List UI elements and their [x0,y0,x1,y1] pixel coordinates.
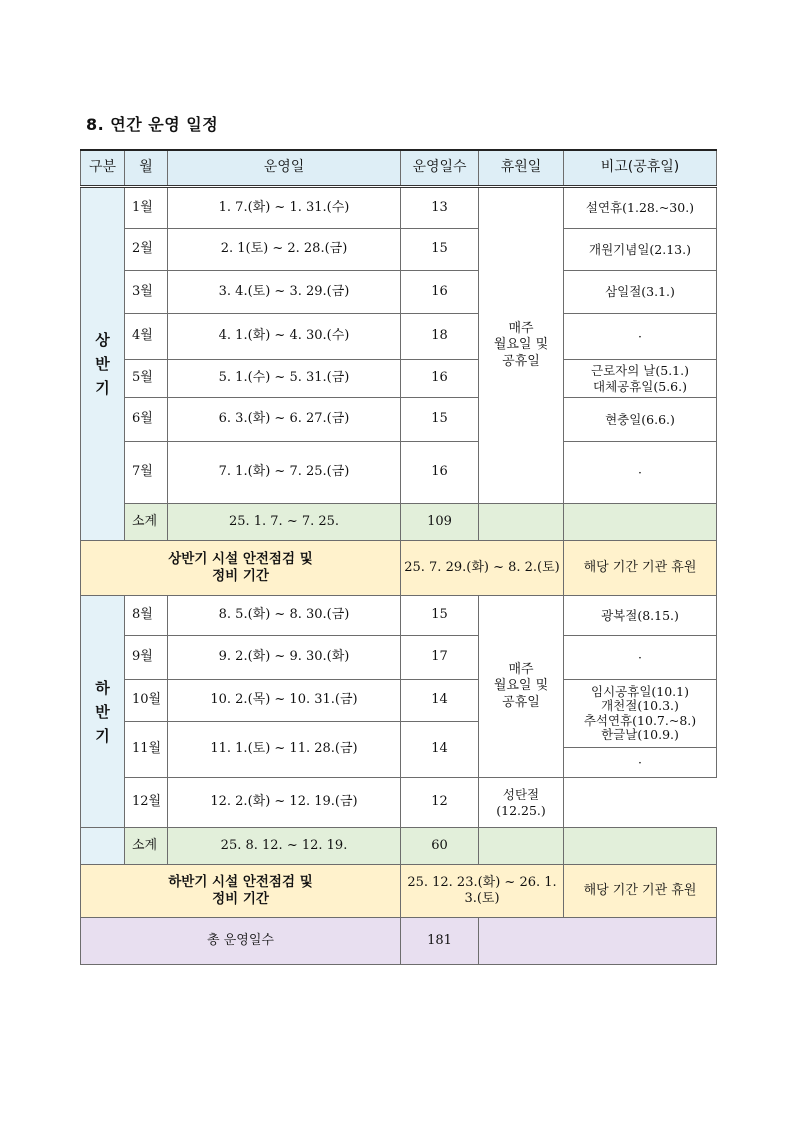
period-cell: 1. 7.(화) ~ 1. 31.(수) [168,187,401,229]
period-cell: 4. 1.(화) ~ 4. 30.(수) [168,314,401,360]
month-cell: 10월 [125,680,168,722]
first-maintenance-row [81,541,717,596]
maintenance-note: 해당 기간 기관 휴원 [564,865,717,918]
section-heading: 8. 연간 운영 일정 [86,115,219,134]
table-row [81,314,717,360]
month-cell: 9월 [125,636,168,680]
period-cell: 6. 3.(화) ~ 6. 27.(금) [168,398,401,442]
subtotal-empty [479,828,564,865]
total-label: 총 운영일수 [81,918,401,965]
month-cell: 5월 [125,360,168,398]
days-cell: 16 [401,442,479,504]
total-empty [479,918,717,965]
header-month: 월 [125,150,168,187]
second-half-closed-days: 매주 월요일 및 공휴일 [479,596,564,778]
maintenance-note: 해당 기간 기관 휴원 [564,541,717,596]
table-row [81,229,717,271]
first-half-closed-days: 매주 월요일 및 공휴일 [479,187,564,504]
days-cell: 14 [401,722,479,778]
header-operating-period: 운영일 [168,150,401,187]
header-remarks: 비고(공휴일) [564,150,717,187]
subtotal-period: 25. 8. 12. ~ 12. 19. [168,828,401,865]
remark-cell: 성탄절(12.25.) [479,778,564,828]
remark-cell: · [564,748,717,778]
month-cell: 7월 [125,442,168,504]
remark-cell: 근로자의 날(5.1.) 대체공휴일(5.6.) [564,360,717,398]
subtotal-period: 25. 1. 7. ~ 7. 25. [168,504,401,541]
month-cell: 4월 [125,314,168,360]
table-row [81,442,717,504]
header-row [81,150,717,187]
table-row [81,680,717,722]
header-category: 구분 [81,150,125,187]
period-cell: 5. 1.(수) ~ 5. 31.(금) [168,360,401,398]
second-half-label-tail [81,828,125,865]
month-cell: 6월 [125,398,168,442]
table-row [81,636,717,680]
maintenance-period: 25. 12. 23.(화) ~ 26. 1. 3.(토) [401,865,564,918]
period-cell: 11. 1.(토) ~ 11. 28.(금) [168,722,401,778]
subtotal-days: 60 [401,828,479,865]
month-cell: 11월 [125,722,168,778]
days-cell: 15 [401,596,479,636]
month-cell: 12월 [125,778,168,828]
remark-cell: 개원기념일(2.13.) [564,229,717,271]
month-cell: 2월 [125,229,168,271]
days-cell: 12 [401,778,479,828]
remark-cell: 삼일절(3.1.) [564,271,717,314]
period-cell: 12. 2.(화) ~ 12. 19.(금) [168,778,401,828]
maintenance-title: 상반기 시설 안전점검 및 정비 기간 [81,541,401,596]
month-cell: 1월 [125,187,168,229]
period-cell: 9. 2.(화) ~ 9. 30.(화) [168,636,401,680]
days-cell: 16 [401,360,479,398]
maintenance-period: 25. 7. 29.(화) ~ 8. 2.(토) [401,541,564,596]
maintenance-title: 하반기 시설 안전점검 및 정비 기간 [81,865,401,918]
days-cell: 13 [401,187,479,229]
annual-schedule-table [80,149,717,965]
subtotal-empty [479,504,564,541]
subtotal-empty [564,504,717,541]
period-cell: 10. 2.(목) ~ 10. 31.(금) [168,680,401,722]
days-cell: 18 [401,314,479,360]
table-row [81,778,717,828]
period-cell: 3. 4.(토) ~ 3. 29.(금) [168,271,401,314]
subtotal-empty [564,828,717,865]
table-row [81,187,717,229]
days-cell: 17 [401,636,479,680]
days-cell: 15 [401,229,479,271]
period-cell: 2. 1(토) ~ 2. 28.(금) [168,229,401,271]
month-cell: 3월 [125,271,168,314]
remark-cell: 설연휴(1.28.~30.) [564,187,717,229]
table-row [81,271,717,314]
remark-cell: 임시공휴일(10.1) 개천절(10.3.) 추석연휴(10.7.~8.) 한글날(10.9.) [564,680,717,748]
first-half-subtotal-row [81,504,717,541]
period-cell: 8. 5.(화) ~ 8. 30.(금) [168,596,401,636]
subtotal-days: 109 [401,504,479,541]
remark-cell: · [564,636,717,680]
days-cell: 15 [401,398,479,442]
header-operating-days: 운영일수 [401,150,479,187]
second-half-label: 하 반 기 [81,596,125,828]
remark-cell: 광복절(8.15.) [564,596,717,636]
days-cell: 16 [401,271,479,314]
period-cell: 7. 1.(화) ~ 7. 25.(금) [168,442,401,504]
days-cell: 14 [401,680,479,722]
table-row [81,360,717,398]
subtotal-label: 소계 [125,828,168,865]
month-cell: 8월 [125,596,168,636]
remark-cell: 현충일(6.6.) [564,398,717,442]
first-half-label: 상 반 기 [81,187,125,541]
total-row [81,918,717,965]
subtotal-label: 소계 [125,504,168,541]
second-maintenance-row [81,865,717,918]
remark-cell: · [564,442,717,504]
table-row [81,398,717,442]
total-days: 181 [401,918,479,965]
second-half-subtotal-row [81,828,717,865]
table-row [81,596,717,636]
remark-cell: · [564,314,717,360]
header-closed-days: 휴원일 [479,150,564,187]
